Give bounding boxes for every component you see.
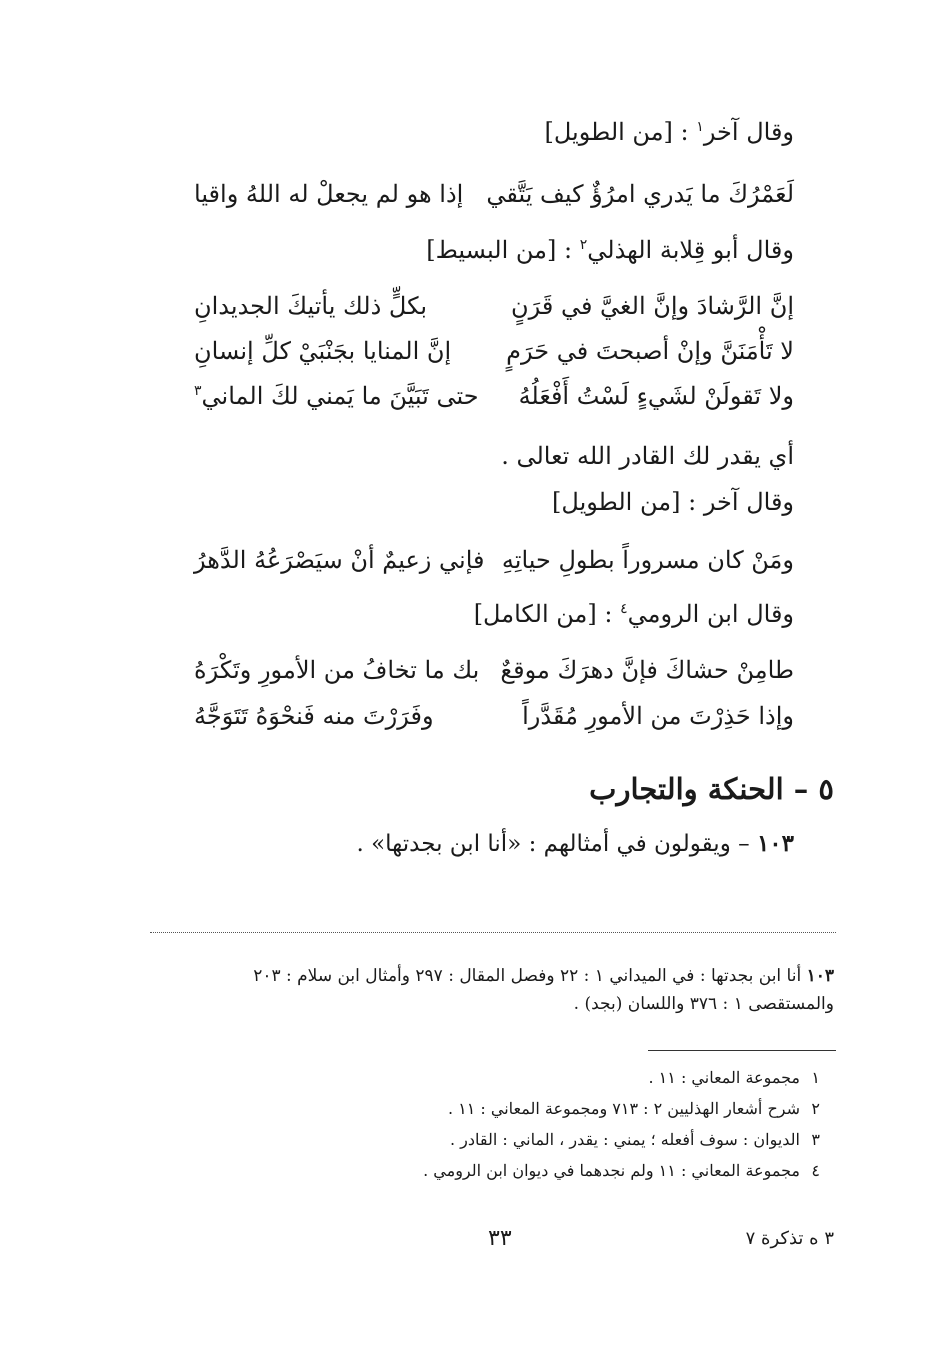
verse-row <box>194 546 794 586</box>
footnote-ref-4: ٤ <box>620 601 628 617</box>
note-number: ١٠٣ <box>806 966 834 986</box>
verse-first-hemistich: طامِنْ حشاكَ فإنَّ دهرَكَ موقعٌ <box>500 656 794 684</box>
verse-first-hemistich: ومَنْ كان مسروراً بطولِ حياتِهِ <box>501 546 794 574</box>
verse-first-hemistich: ولا تَقولَنْ لشَيءٍ لَسْتُ أَفْعَلُهُ <box>518 382 794 410</box>
verse-second-hemistich: فإني زعيمٌ أنْ سيَصْرَعُهُ الدَّهرُ <box>194 546 485 574</box>
verse-row <box>194 656 794 696</box>
footnote-ref-3: ٣ <box>194 383 202 399</box>
meter-label: : [من الطويل] <box>544 118 689 146</box>
entry-note <box>164 962 834 1018</box>
verse-second-hemistich: وفَرَرْتَ منه فَنحْوَهُ تَتَوَجَّهُ <box>194 702 434 730</box>
footnote-item: ٤مجموعة المعاني : ١١ ولم نجدهما في ديوان ابن الرومي . <box>423 1161 820 1180</box>
verse-second-hemistich: إذا هو لم يجعلْ له اللهُ واقيا <box>194 180 464 208</box>
section-heading <box>589 772 834 806</box>
verse-second-hemistich: إنَّ المنايا بجَنْبَيْ كلِّ إنسانِ <box>194 337 452 365</box>
meter-label: : [من البسيط] <box>426 236 573 264</box>
footnote-item: ١مجموعة المعاني : ١١ . <box>648 1068 820 1087</box>
verse-first-hemistich: وإذا حَذِرْتَ من الأمورِ مُقَدَّراً <box>522 702 794 730</box>
meter-label: : [من الطويل] <box>552 488 697 516</box>
entry-text: – ويقولون في أمثالهم : «أنا ابن بجدتها» . <box>356 831 750 857</box>
verse-first-hemistich: إنَّ الرَّشادَ وإنَّ الغيَّ في قَرَنٍ <box>510 292 794 320</box>
footnote-item: ٣الديوان : سوف أفعله ؛ يمني : يقدر ، الماني : القادر . <box>449 1130 820 1149</box>
signature-mark: ٣ ه تذكرة ٧ <box>745 1228 834 1249</box>
footnote-separator <box>648 1050 836 1051</box>
verse-second-hemistich: بكلٍّ ذلك يأتيكَ الجديدانِ <box>194 292 428 320</box>
dotted-separator <box>150 932 836 933</box>
verse-first-hemistich: لَعَمْرُكَ ما يَدري امرُؤٌ كيف يَتَّقي <box>486 180 794 208</box>
section-title: – الحنكة والتجارب <box>589 772 809 806</box>
verse-first-hemistich: لا تَأْمَنَنَّ وإنْ أصبحتَ في حَرَمٍ <box>506 337 794 365</box>
verse-row <box>194 702 794 742</box>
poem-intro-3: وقال آخر : [من الطويل] <box>552 488 794 516</box>
poem-intro-4: وقال ابن الرومي$^٤$ : [من الكامل] <box>473 600 794 628</box>
footnote-ref-1: ١ <box>696 119 704 135</box>
page-number: ٣٣ <box>488 1226 512 1251</box>
verse-row <box>194 180 794 220</box>
footnote-item: ٢شرح أشعار الهذليين ٢ : ٧١٣ ومجموعة المعاني : ١١ . <box>447 1099 820 1118</box>
verse-second-hemistich: بك ما تخافُ من الأمورِ وتَكْرَهُ <box>194 656 480 684</box>
commentary: أي يقدر لك القادر الله تعالى . <box>501 442 794 470</box>
verse-row <box>194 382 794 422</box>
verse-second-hemistich: حتى تَبَيَّنَ ما يَمني لكَ الماني$^٣$ <box>194 382 479 410</box>
poem-intro-2: وقال أبو قِلابة الهذلي$^٢$ : [من البسيط] <box>426 236 794 264</box>
poem-intro-1: وقال آخر$^١$ : [من الطويل] <box>544 118 794 146</box>
note-text: أنا ابن بجدتها : في الميداني ١ : ٢٢ وفصل المقال : ٢٩٧ وأمثال ابن سلام : ٢٠٣ والمستقصى ١ : ٣٧٦ واللسان (بجد) . <box>253 966 834 1014</box>
section-number: ٥ <box>818 772 834 806</box>
verse-row <box>194 292 794 332</box>
meter-label: : [من الكامل] <box>473 600 613 628</box>
entry-number: ١٠٣ <box>756 830 794 857</box>
verse-row <box>194 337 794 377</box>
footnote-ref-2: ٢ <box>579 237 588 253</box>
entry-103 <box>356 830 794 857</box>
